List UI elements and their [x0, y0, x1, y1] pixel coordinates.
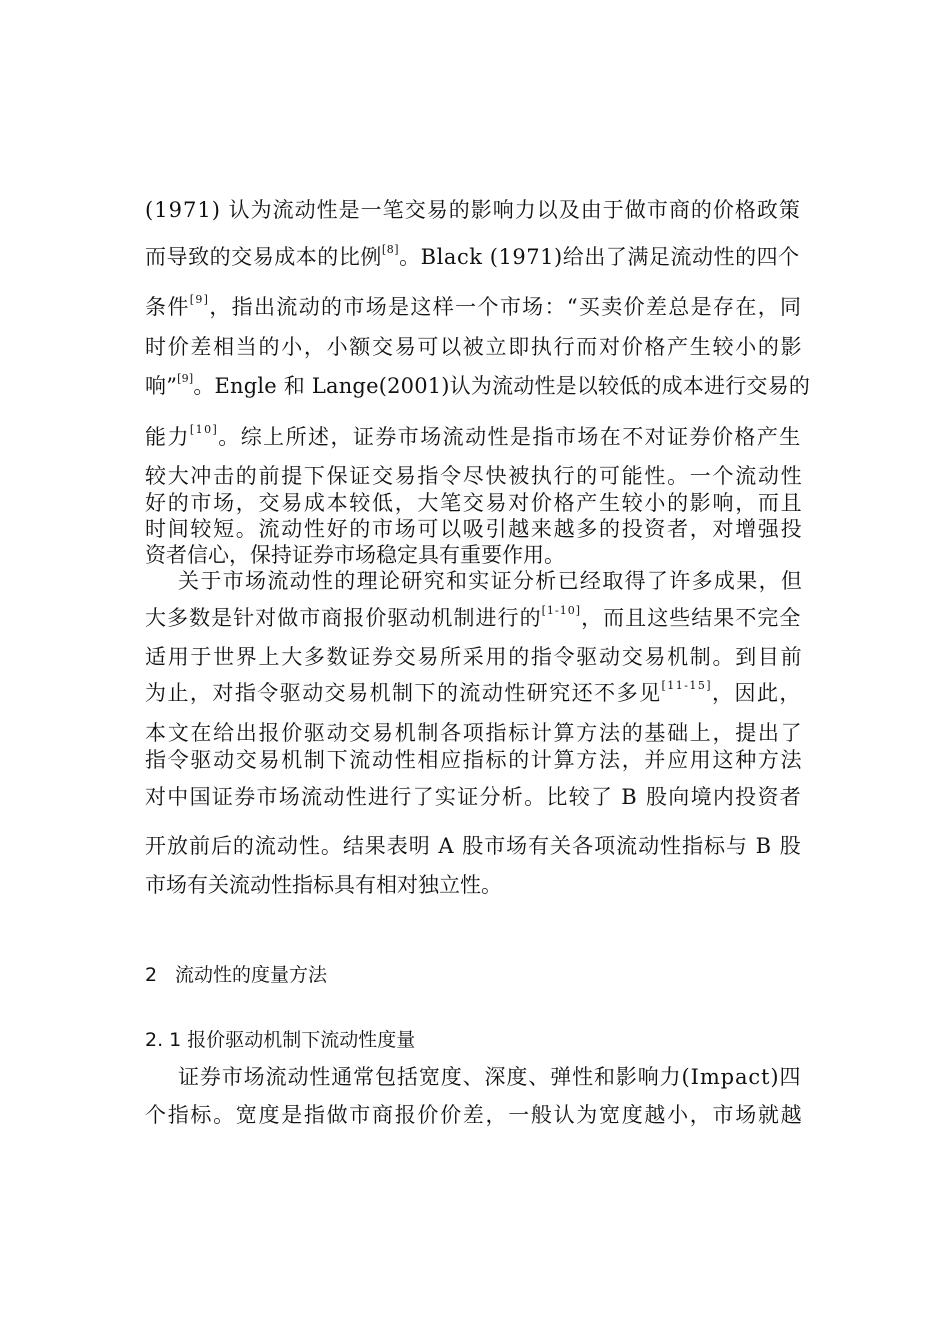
text-run: ，而且这些结果不完全	[581, 606, 802, 630]
text-run: ，指出流动的市场是这样一个市场：“买卖价差总是存在，同	[209, 295, 803, 319]
p1-line-3	[145, 294, 810, 320]
text-segment	[145, 294, 802, 320]
text-run: 能力	[145, 425, 190, 449]
text-run: 而导致的交易成本的比例	[145, 245, 382, 269]
p1-line-4	[145, 334, 810, 360]
p2-line-4	[145, 680, 810, 706]
text-segment: 对中国证券市场流动性进行了实证分析。比较了 B 股向境内投资者	[145, 785, 803, 809]
text-segment: 时价差相当的小，小额交易可以被立即执行而对价格产生较小的影	[145, 335, 804, 359]
text-run: ，因此，	[712, 681, 802, 705]
text-segment	[145, 424, 802, 450]
text-segment	[145, 680, 802, 706]
section-title: 流动性的度量方法	[175, 964, 328, 986]
text-segment: (1971) 认为流动性是一笔交易的影响力以及由于做市商的价格政策	[145, 198, 801, 222]
citation: [10]	[189, 423, 219, 436]
text-segment: 开放前后的流动性。结果表明 A 股市场有关各项流动性指标与 B 股	[145, 834, 802, 858]
p1-line-6	[145, 424, 810, 450]
p1-line-1	[145, 197, 810, 223]
p2-line-7	[145, 784, 810, 810]
p1-line-7	[145, 463, 810, 489]
p1-line-8	[145, 490, 810, 516]
text-run: 大多数是针对做市商报价驱动机制进行的	[145, 606, 542, 630]
text-run: 为止，对指令驱动交易机制下的流动性研究还不多见	[145, 681, 662, 705]
text-run: 响”	[145, 374, 178, 398]
p2-line-8	[145, 833, 810, 859]
p2-line-5	[145, 720, 810, 746]
text-run: 。综上所述，证券市场流动性是指市场在不对证券价格产生	[218, 425, 802, 449]
p1-line-5	[145, 373, 810, 399]
text-segment: 适用于世界上大多数证券交易所采用的指令驱动交易机制。到目前	[145, 645, 804, 669]
text-run: 。Engle 和 Lange(2001)认为流动性是以较低的成本进行交易的	[193, 374, 811, 398]
text-run: 。Black (1971)给出了满足流动性的四个	[399, 245, 800, 269]
text-segment: 较大冲击的前提下保证交易指令尽快被执行的可能性。一个流动性	[145, 464, 804, 488]
citation: [11-15]	[661, 679, 713, 692]
p2-line-6	[145, 747, 810, 773]
text-segment	[145, 605, 801, 631]
subsection-title: 2. 1 报价驱动机制下流动性度量	[145, 1029, 416, 1051]
section-heading	[145, 963, 327, 987]
p2-line-1	[178, 568, 810, 594]
subsection-heading	[145, 1028, 415, 1052]
citation: [9]	[189, 293, 210, 306]
citation: [9]	[177, 372, 194, 385]
text-segment: 时间较短。流动性好的市场可以吸引越来越多的投资者，对增强投	[145, 517, 804, 541]
p1-line-2	[145, 244, 810, 270]
citation: [1-10]	[541, 604, 582, 617]
text-segment: 资者信心，保持证券市场稳定具有重要作用。	[145, 543, 565, 567]
p3-line-1	[178, 1064, 810, 1090]
p2-line-9	[145, 872, 810, 898]
text-segment: 好的市场，交易成本较低，大笔交易对价格产生较小的影响，而且	[145, 491, 804, 515]
p2-line-2	[145, 605, 810, 631]
text-segment: 证券市场流动性通常包括宽度、深度、弹性和影响力(Impact)四	[178, 1065, 802, 1089]
section-number: 2	[145, 964, 158, 986]
text-run: 条件	[145, 295, 190, 319]
text-segment	[145, 373, 810, 399]
text-segment: 市场有关流动性指标具有相对独立性。	[145, 873, 502, 897]
p1-line-9	[145, 516, 810, 542]
citation: [8]	[381, 243, 400, 256]
text-segment: 本文在给出报价驱动交易机制各项指标计算方法的基础上，提出了	[145, 721, 804, 745]
text-segment: 关于市场流动性的理论研究和实证分析已经取得了许多成果，但	[178, 569, 804, 593]
text-segment: 指令驱动交易机制下流动性相应指标的计算方法，并应用这种方法	[145, 748, 804, 772]
p2-line-3	[145, 644, 810, 670]
p3-line-2	[145, 1102, 810, 1128]
text-segment: 个指标。宽度是指做市商报价价差，一般认为宽度越小，市场就越	[145, 1103, 804, 1127]
text-segment	[145, 244, 800, 270]
p1-line-10	[145, 542, 810, 568]
